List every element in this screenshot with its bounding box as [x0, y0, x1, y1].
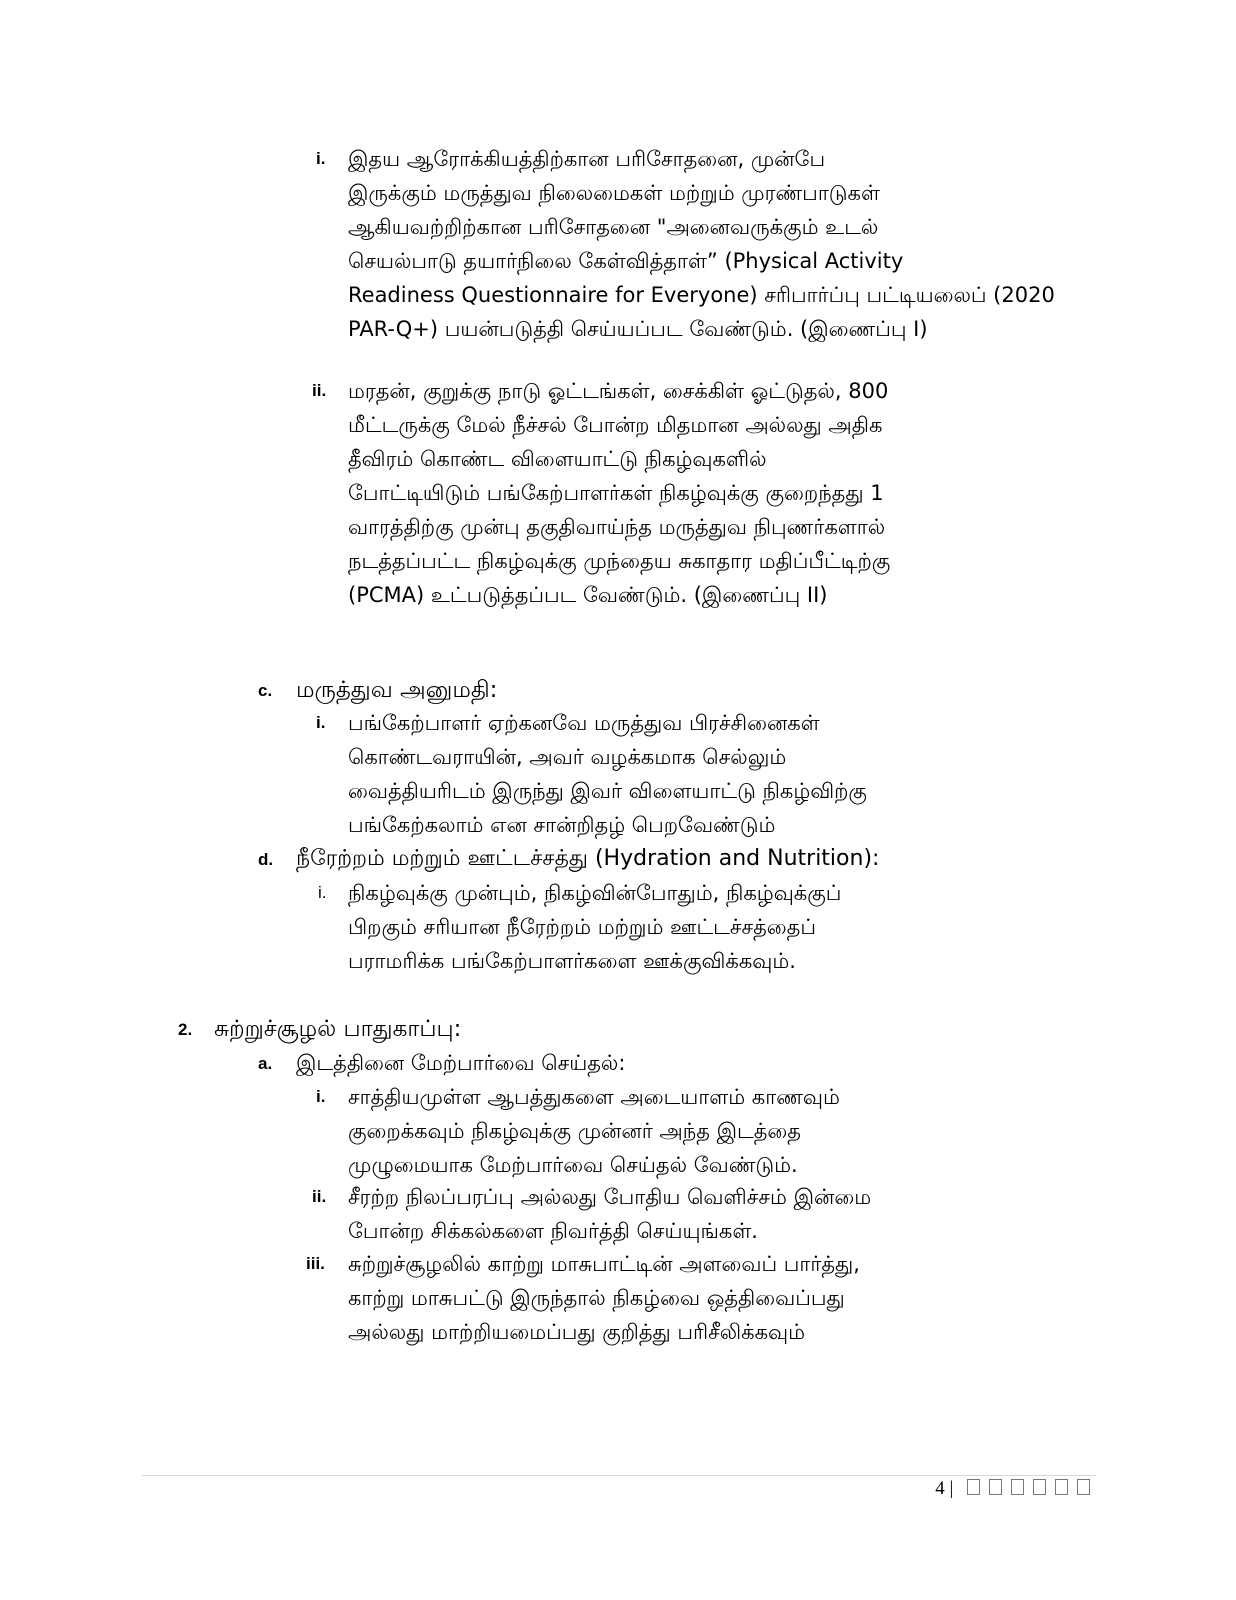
- list-marker: c.: [258, 681, 273, 700]
- text-line: வாரத்திற்கு முன்பு தகுதிவாய்ந்த மருத்துவ நிபுணர்களால்: [348, 515, 886, 539]
- text-line: நடத்தப்பட்ட நிகழ்வுக்கு முந்தைய சுகாதார மதிப்பீட்டிற்கு: [348, 549, 891, 573]
- text-line: தீவிரம் கொண்ட விளையாட்டு நிகழ்வுகளில்: [348, 447, 767, 471]
- text-line: Readiness Questionnaire for Everyone) சரிபார்ப்பு பட்டியலைப் (2020: [348, 283, 1055, 307]
- missing-glyph-icon: [1077, 1479, 1090, 1495]
- list-marker: i.: [316, 1087, 326, 1106]
- text-line: PAR-Q+) பயன்படுத்தி செய்யப்பட வேண்டும். (இணைப்பு I): [348, 317, 928, 341]
- list-marker: d.: [258, 850, 274, 869]
- text-line: இருக்கும் மருத்துவ நிலைமைகள் மற்றும் முரண்பாடுகள்: [348, 181, 880, 205]
- page-number: 4: [935, 1478, 945, 1499]
- list-marker: i.: [316, 149, 326, 168]
- text-line: மரதன், குறுக்கு நாடு ஓட்டங்கள், சைக்கிள் ஓட்டுதல், 800: [348, 379, 889, 403]
- subsection-heading: இடத்தினை மேற்பார்வை செய்தல்:: [296, 1051, 626, 1075]
- text-line: போட்டியிடும் பங்கேற்பாளர்கள் நிகழ்வுக்கு குறைந்தது 1: [348, 481, 884, 505]
- list-marker: iii.: [306, 1254, 325, 1273]
- text-line: நிகழ்வுக்கு முன்பும், நிகழ்வின்போதும், நிகழ்வுக்குப்: [348, 881, 842, 905]
- page-footer: [935, 1478, 1090, 1500]
- text-line: மீட்டருக்கு மேல் நீச்சல் போன்ற மிதமான அல்லது அதிக: [348, 413, 883, 437]
- text-line: சுற்றுச்சூழலில் காற்று மாசுபாட்டின் அளவைப் பார்த்து,: [348, 1252, 860, 1276]
- text-line: ஆகியவற்றிற்கான பரிசோதனை "அனைவருக்கும் உடல்: [348, 215, 879, 239]
- text-line: பங்கேற்கலாம் என சான்றிதழ் பெறவேண்டும்: [348, 813, 776, 837]
- text-line: கொண்டவராயின், அவர் வழக்கமாக செல்லும்: [348, 745, 787, 769]
- text-line: இதய ஆரோக்கியத்திற்கான பரிசோதனை, முன்பே: [348, 147, 826, 171]
- text-line: பராமரிக்க பங்கேற்பாளர்களை ஊக்குவிக்கவும்.: [348, 949, 796, 973]
- text-line: பிறகும் சரியான நீரேற்றம் மற்றும் ஊட்டச்சத்தைப்: [348, 915, 816, 939]
- missing-glyph-icon: [967, 1479, 980, 1495]
- list-marker: i.: [316, 713, 326, 732]
- text-line: சாத்தியமுள்ள ஆபத்துகளை அடையாளம் காணவும்: [348, 1085, 840, 1109]
- section-heading: சுற்றுச்சூழல் பாதுகாப்பு:: [214, 1016, 462, 1042]
- text-line: குறைக்கவும் நிகழ்வுக்கு முன்னர் அந்த இடத்தை: [348, 1119, 801, 1143]
- section-heading: நீரேற்றம் மற்றும் ஊட்டச்சத்து (Hydration and Nutrition):: [296, 846, 880, 871]
- missing-glyph-icon: [1011, 1479, 1024, 1495]
- text-line: வைத்தியரிடம் இருந்து இவர் விளையாட்டு நிகழ்விற்கு: [348, 779, 867, 803]
- text-line: பங்கேற்பாளர் ஏற்கனவே மருத்துவ பிரச்சினைகள்: [348, 711, 820, 735]
- text-line: காற்று மாசுபட்டு இருந்தால் நிகழ்வை ஒத்திவைப்பது: [348, 1286, 845, 1310]
- section-heading: மருத்துவ அனுமதி:: [296, 677, 498, 703]
- text-line: செயல்பாடு தயார்நிலை கேள்வித்தாள்” (Physical Activity: [348, 249, 904, 273]
- list-marker: i.: [318, 883, 327, 902]
- list-marker: a.: [258, 1054, 273, 1073]
- missing-glyph-icon: [1055, 1479, 1068, 1495]
- footer-divider: [142, 1475, 1096, 1476]
- list-marker: ii.: [312, 1187, 327, 1206]
- text-line: சீரற்ற நிலப்பரப்பு அல்லது போதிய வெளிச்சம் இன்மை: [348, 1185, 872, 1209]
- list-marker: 2.: [178, 1020, 193, 1039]
- text-line: போன்ற சிக்கல்களை நிவர்த்தி செய்யுங்கள்.: [348, 1219, 758, 1243]
- text-line: அல்லது மாற்றியமைப்பது குறித்து பரிசீலிக்கவும்: [348, 1320, 806, 1344]
- text-line: (PCMA) உட்படுத்தப்பட வேண்டும். (இணைப்பு II): [348, 583, 828, 607]
- footer-separator: |: [949, 1478, 954, 1499]
- list-marker: ii.: [312, 381, 327, 400]
- text-line: முழுமையாக மேற்பார்வை செய்தல் வேண்டும்.: [348, 1153, 798, 1177]
- missing-glyph-icon: [989, 1479, 1002, 1495]
- missing-glyph-icon: [1033, 1479, 1046, 1495]
